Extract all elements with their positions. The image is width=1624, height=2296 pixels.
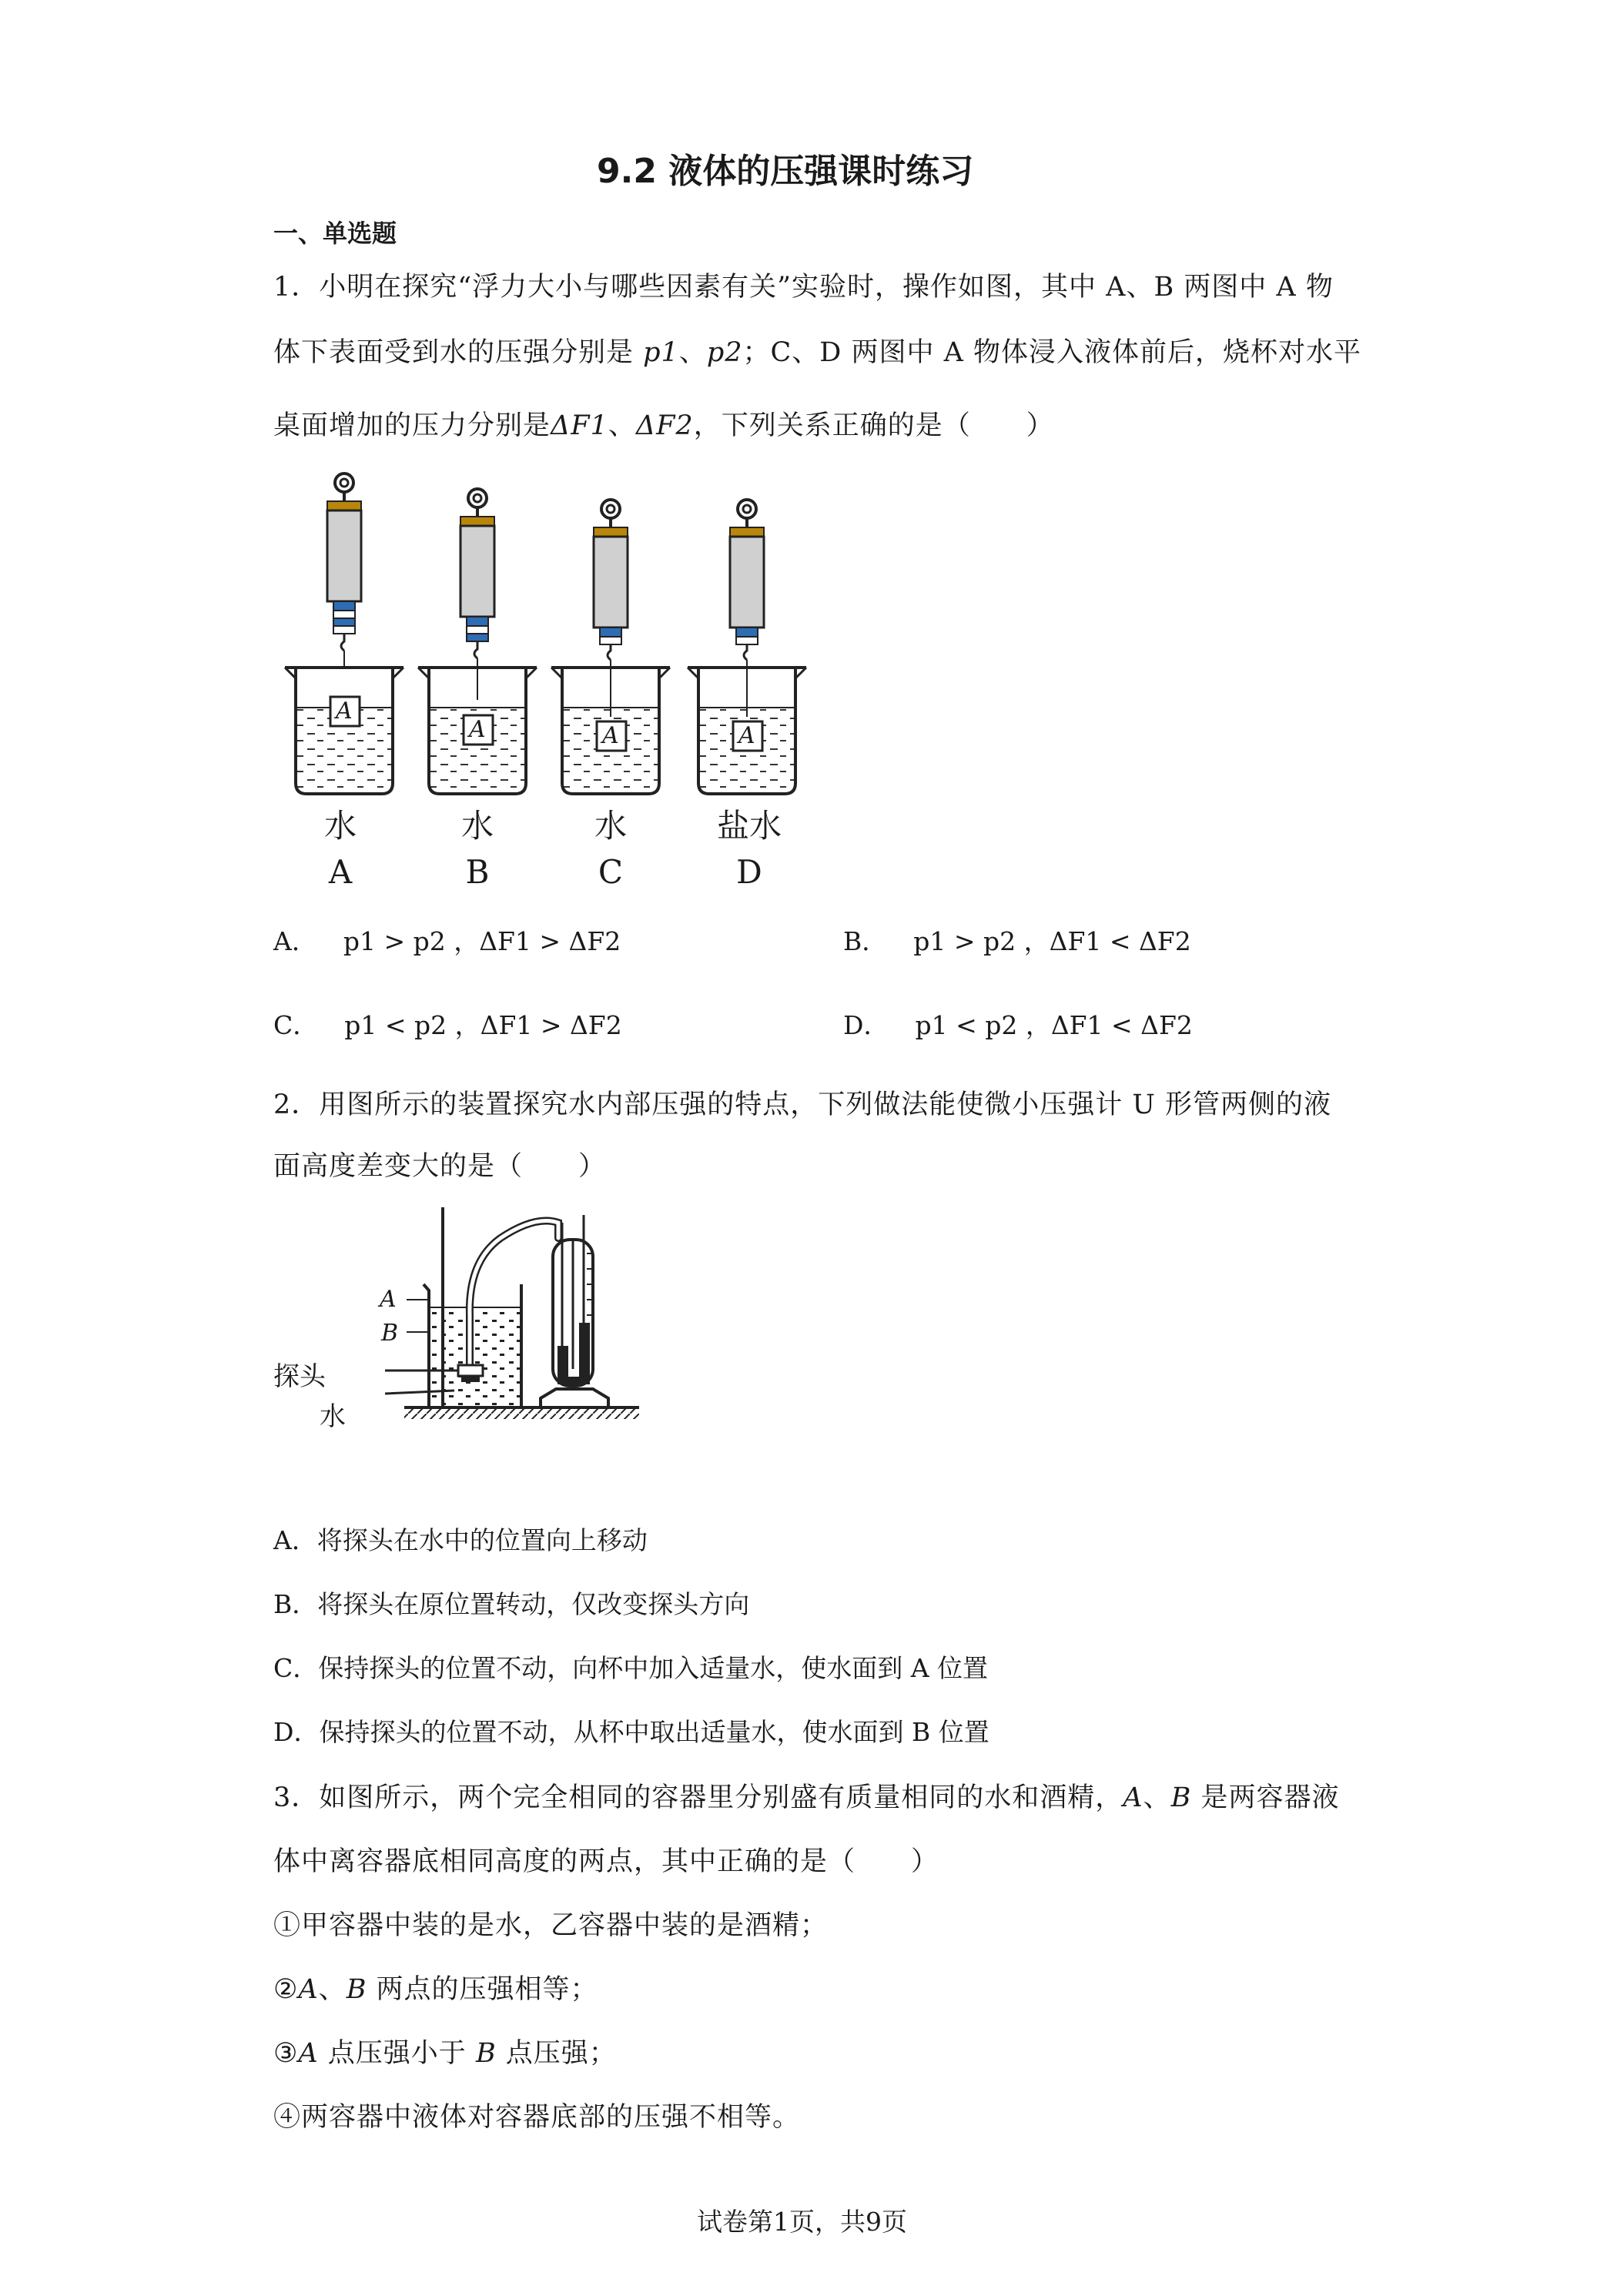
q1-line2 — [273, 331, 1361, 370]
q2-fig-label-probe: 探头 — [273, 1361, 326, 1392]
q1-line3-sep: 、 — [608, 410, 636, 441]
q3-stmt3-end: 点压强； — [496, 2038, 617, 2069]
q1-option-b[interactable] — [843, 922, 1191, 958]
q3-stmt3-num: ③ — [273, 2038, 299, 2069]
q1-figure — [270, 466, 824, 805]
q3-statement-3 — [273, 2032, 617, 2070]
beaker-a — [285, 668, 403, 794]
q1-option-a-expr: p1 > p2 ，ΔF1 > ΔF2 — [343, 926, 621, 956]
q2-option-d[interactable]: D．保持探头的位置不动，从杯中取出适量水，使水面到 B 位置 — [273, 1717, 989, 1747]
panel-label-d: D — [736, 853, 762, 891]
q3-stmt2-b: B — [346, 1974, 367, 2005]
q2-option-c[interactable]: C．保持探头的位置不动，向杯中加入适量水，使水面到 A 位置 — [273, 1653, 989, 1683]
q1-line2-text-b: ；C、D 两图中 A 物体浸入液体前后，烧杯对水平 — [742, 337, 1362, 368]
q2-line1: 2．用图所示的装置探究水内部压强的特点，下列做法能使微小压强计 U 形管两侧的液 — [273, 1089, 1332, 1120]
q1-option-d-expr: p1 < p2 ，ΔF1 < ΔF2 — [915, 1010, 1193, 1040]
q3-point-b: B — [1170, 1782, 1192, 1813]
q3-stmt3-b: B — [475, 2038, 497, 2069]
q2-line2: 面高度差变大的是（ ） — [273, 1151, 607, 1182]
q1-option-c[interactable] — [273, 1006, 622, 1042]
q3-stmt2-a: A — [298, 1974, 319, 2005]
q1-option-c-expr: p1 < p2 ，ΔF1 > ΔF2 — [344, 1010, 622, 1040]
q3-statement-2 — [273, 1968, 598, 2006]
q3-statement-1: ①甲容器中装的是水，乙容器中装的是酒精； — [273, 1910, 829, 1941]
q3-stmt2-text: 两点的压强相等； — [367, 1974, 598, 2005]
q2-option-b[interactable]: B．将探头在原位置转动，仅改变探头方向 — [273, 1589, 750, 1619]
section-heading: 一、单选题 — [273, 219, 397, 248]
q1-p2: p2 — [706, 337, 743, 368]
liquid-label-a: 水 — [323, 807, 357, 845]
q1-dF1: ΔF1 — [551, 410, 608, 441]
panel-label-a: A — [328, 853, 353, 891]
liquid-label-c: 水 — [594, 807, 627, 845]
q2-fig-label-a: A — [380, 1286, 397, 1313]
panel-label-b: B — [465, 853, 490, 891]
liquid-label-d: 盐水 — [716, 807, 782, 845]
panel-label-c: C — [598, 853, 624, 891]
page-footer: 试卷第1页，共9页 — [697, 2207, 907, 2237]
q1-option-d[interactable] — [843, 1006, 1193, 1042]
q2-fig-label-b: B — [381, 1320, 399, 1347]
block-label-b: A — [469, 716, 486, 743]
q1-option-a-key: A． — [273, 926, 317, 956]
q3-line1-text-a: 3．如图所示，两个完全相同的容器里分别盛有质量相同的水和酒精， — [273, 1782, 1123, 1813]
q1-line2-sep: 、 — [678, 337, 707, 368]
spring-scale-c — [594, 500, 628, 717]
q2-fig-label-water: 水 — [320, 1401, 346, 1432]
page-title: 9.2 液体的压强课时练习 — [597, 152, 974, 191]
q3-stmt2-sep: 、 — [318, 1974, 347, 2005]
q3-line1 — [273, 1776, 1339, 1815]
liquid-label-b: 水 — [460, 807, 494, 845]
q3-stmt2-num: ② — [273, 1974, 299, 2005]
q1-option-b-key: B． — [843, 926, 888, 956]
q1-line2-text-a: 体下表面受到水的压强分别是 — [273, 337, 644, 368]
q3-stmt3-mid: 点压强小于 — [318, 2038, 476, 2069]
q3-stmt3-a: A — [298, 2038, 319, 2069]
q1-p1: p1 — [643, 337, 679, 368]
q3-line1-sep: 、 — [1143, 1782, 1171, 1813]
q1-dF2: ΔF2 — [635, 410, 694, 441]
q2-option-a[interactable]: A．将探头在水中的位置向上移动 — [273, 1525, 648, 1555]
q1-option-a[interactable] — [273, 922, 621, 958]
q1-line1: 1．小明在探究“浮力大小与哪些因素有关”实验时，操作如图，其中 A、B 两图中 A 物 — [273, 272, 1334, 303]
q1-option-c-key: C． — [273, 1010, 319, 1040]
q3-point-a: A — [1123, 1782, 1143, 1813]
q1-option-d-key: D． — [843, 1010, 889, 1040]
spring-scale-d — [730, 500, 764, 717]
q1-line3-text-b: ，下列关系正确的是（ ） — [693, 410, 1054, 441]
spring-scale-a — [327, 474, 361, 666]
block-label-a: A — [336, 698, 353, 725]
q3-line1-text-b: 是两容器液 — [1191, 1782, 1340, 1813]
q1-option-b-expr: p1 > p2 ，ΔF1 < ΔF2 — [913, 926, 1191, 956]
block-label-c: A — [602, 722, 619, 749]
q1-line3-text-a: 桌面增加的压力分别是 — [273, 410, 551, 441]
q3-line2: 体中离容器底相同高度的两点，其中正确的是（ ） — [273, 1846, 939, 1877]
q3-statement-4: ④两容器中液体对容器底部的压强不相等。 — [273, 2102, 801, 2133]
q1-line3 — [273, 404, 1054, 443]
block-label-d: A — [738, 722, 755, 749]
